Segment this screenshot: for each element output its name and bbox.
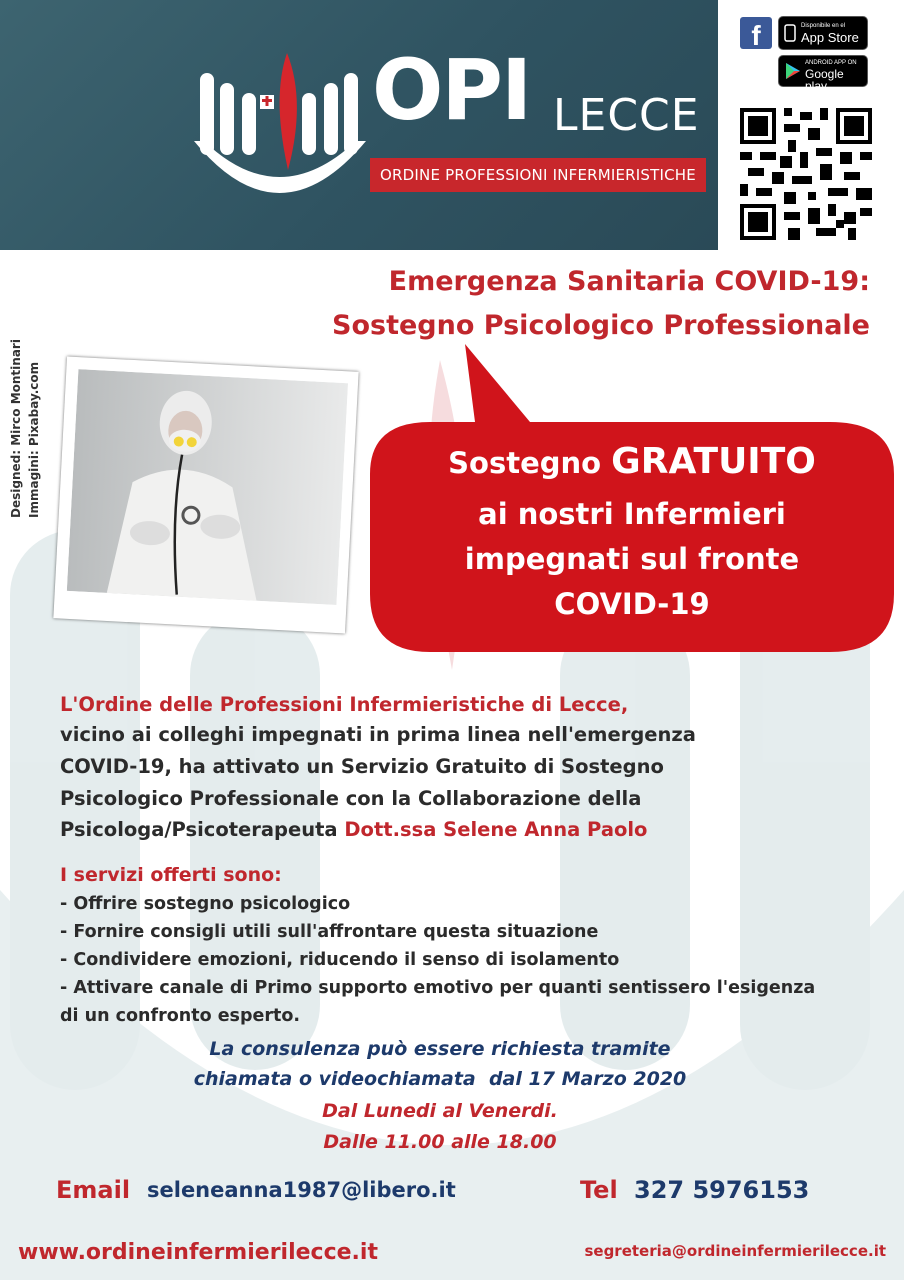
- phone-number[interactable]: 327 5976153: [634, 1176, 810, 1204]
- email-link[interactable]: seleneanna1987@libero.it: [147, 1178, 456, 1202]
- hours-days: Dal Lunedi al Venerdi.: [322, 1100, 558, 1122]
- nurse-photo: [67, 369, 348, 605]
- google-play-big-text: Google play: [805, 67, 844, 93]
- app-store-badge[interactable]: [778, 16, 868, 50]
- bubble-line-1-emphasis: GRATUITO: [611, 441, 816, 482]
- service-item: - Fornire consigli utili sull'affrontare questa situazione: [60, 922, 599, 942]
- intro-line-2: vicino ai colleghi impegnati in prima linea nell'emergenza: [60, 723, 696, 746]
- bubble-line-1: [370, 441, 894, 482]
- psychologist-name: Dott.ssa Selene Anna Paolo: [344, 818, 648, 841]
- intro-line-4: Psicologico Professionale con la Collaborazione della: [60, 787, 642, 810]
- intro-line-5: [60, 820, 647, 840]
- phone-icon: [784, 24, 796, 42]
- tel-label: Tel: [580, 1176, 618, 1204]
- intro-line-3: COVID-19, ha attivato un Servizio Gratuito di Sostegno: [60, 755, 664, 778]
- intro-line-5-prefix: Psicologa/Psicoterapeuta: [60, 818, 345, 841]
- app-store-small-text: Disponibile en el: [801, 23, 846, 29]
- logo-subtitle: ORDINE PROFESSIONI INFERMIERISTICHE: [370, 158, 706, 192]
- bubble-line-1-prefix: Sostegno: [448, 446, 612, 480]
- bubble-line-4: COVID-19: [554, 587, 710, 621]
- app-store-big-text: App Store: [801, 30, 859, 45]
- hours-time: Dalle 11.00 alle 18.00: [323, 1131, 557, 1153]
- bubble-line-2: ai nostri Infermieri: [478, 497, 786, 531]
- service-item: - Condividere emozioni, riducendo il senso di isolamento: [60, 950, 620, 970]
- bubble-line-3: impegnati sul fronte: [464, 542, 800, 576]
- facebook-icon[interactable]: f: [740, 17, 772, 49]
- services-title: I servizi offerti sono:: [60, 864, 282, 886]
- service-item: - Offrire sostegno psicologico: [60, 894, 351, 914]
- play-icon: [785, 62, 801, 80]
- logo-opi-text: OPI: [372, 41, 531, 139]
- logo-hand-icon: [190, 45, 370, 205]
- email-label: Email: [56, 1176, 131, 1204]
- title-line-2: Sostegno Psicologico Professionale: [332, 310, 870, 341]
- service-item: - Attivare canale di Primo supporto emotivo per quanti sentissero l'esigenza: [60, 978, 816, 998]
- website-link[interactable]: www.ordineinfermierilecce.it: [18, 1240, 378, 1265]
- service-item-continuation: di un confronto esperto.: [60, 1006, 301, 1026]
- intro-line-1: L'Ordine delle Professioni Infermieristiche di Lecce,: [60, 693, 629, 716]
- google-play-badge[interactable]: [778, 55, 868, 93]
- logo-city-text: LECCE: [553, 90, 700, 141]
- google-play-small-text: ANDROID APP ON: [805, 60, 857, 66]
- consultation-line-1: La consulenza può essere richiesta tramite: [209, 1038, 671, 1060]
- image-credits: [4, 318, 44, 518]
- qr-code-icon[interactable]: [740, 108, 872, 240]
- title-line-1: Emergenza Sanitaria COVID-19:: [388, 266, 870, 297]
- credit-designed: Designed: Mirco Montinari: [9, 339, 23, 518]
- photo-frame: [53, 357, 358, 634]
- consultation-line-2: chiamata o videochiamata dal 17 Marzo 2020: [193, 1068, 687, 1090]
- secretary-email-link[interactable]: segreteria@ordineinfermierilecce.it: [584, 1242, 886, 1260]
- credit-images: Immagini: Pixabay.com: [27, 361, 41, 518]
